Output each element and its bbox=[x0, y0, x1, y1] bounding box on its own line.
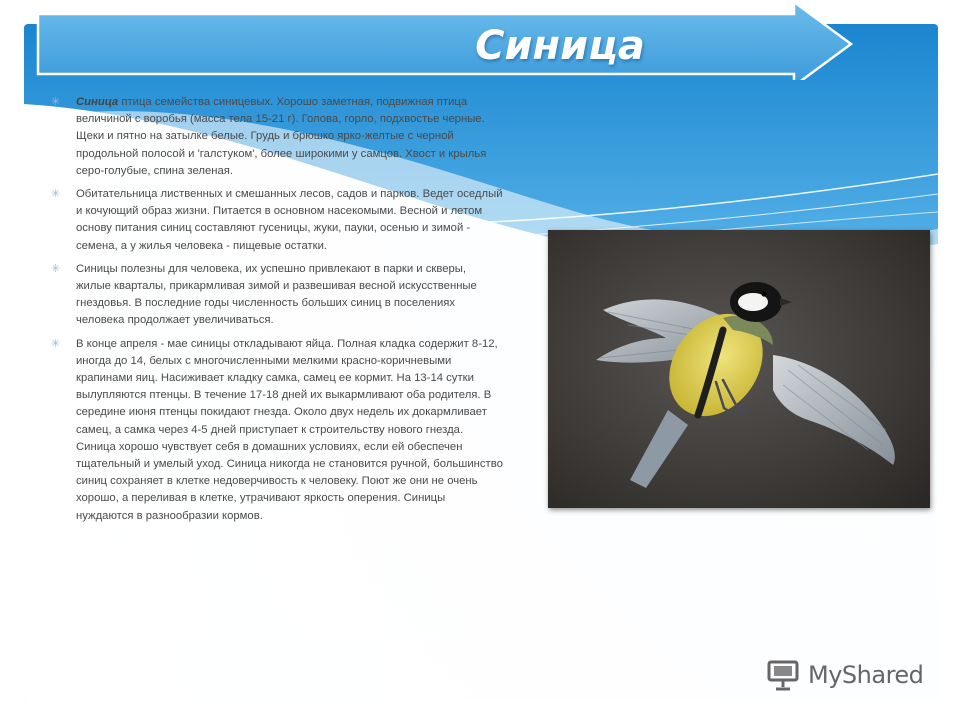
bullet-star-icon: ✳ bbox=[51, 337, 61, 350]
bullet-star-icon: ✳ bbox=[51, 262, 61, 275]
bullet-item bbox=[48, 94, 503, 180]
myshared-watermark bbox=[766, 657, 936, 693]
watermark-text: MyShared bbox=[808, 661, 924, 689]
bullet-star-icon: ✳ bbox=[51, 188, 61, 201]
bullet-text: Синицы полезны для человека, их успешно привлекают в парки и скверы, жилые кварталы, прикармливая зимой и развешивая весной искусственные гнездовья. В последние годы численность больших синиц в поселениях человека продолжает увеличиваться. bbox=[76, 262, 477, 327]
bullet-lead-term: Синица bbox=[76, 96, 119, 108]
bullet-item bbox=[48, 186, 503, 255]
bullet-item bbox=[48, 336, 503, 525]
great-tit-bird-photo bbox=[548, 230, 930, 508]
bullet-text: Обитательница лиственных и смешанных лесов, садов и парков. Ведет оседлый и кочующий образ жизни. Питается в основном насекомыми. Весной и летом основу питания синиц составляют гусеницы, жуки, пауки, осенью и зимой - семена, а у жилья человека - пищевые остатки. bbox=[76, 188, 503, 252]
bullet-star-icon: ✳ bbox=[51, 96, 61, 108]
bullet-list bbox=[48, 94, 503, 531]
bullet-text: В конце апреля - мае синицы откладывают яйца. Полная кладка содержит 8-12, иногда до 14, белых с многочисленными мелкими красно-коричневыми крапинами яиц. Насиживает кладку самка, самец ее кормит. На 13-14 сутки вылупляются птенцы. В течение 17-18 дней их выкармливают оба родителя. В середине июня птенцы покидают гнезда. Около двух недель их докармливает самец, а самка через 4-5 дней приступает к строительству нового гнезда. Синица хорошо чувствует себя в домашних условиях, если ей обеспечен тщательный и умелый уход. Синица никогда не становится ручной, большинство синиц сохраняет в клетке недоверчивость к человеку. Поют же они не очень хорошо, а переливая в клетке, утрачивают яркость оперения. Синицы нуждаются в разнообразии кормов. bbox=[76, 337, 503, 522]
bullet-item bbox=[48, 261, 503, 330]
bullet-text: птица семейства синицевых. Хорошо заметная, подвижная птица величиной с воробья (масса тела 15-21 г). Голова, горло, подхвостье черные. Щеки и пятно на затылке белые. Грудь и брюшко ярко-желтые с черной продольной полосой и 'галстуком', более широкими у самцов. Хвост и крылья серо-голубые, спина зеленая. bbox=[76, 96, 487, 177]
presentation-board-icon bbox=[766, 657, 802, 691]
slide-title: Синица bbox=[475, 23, 645, 69]
